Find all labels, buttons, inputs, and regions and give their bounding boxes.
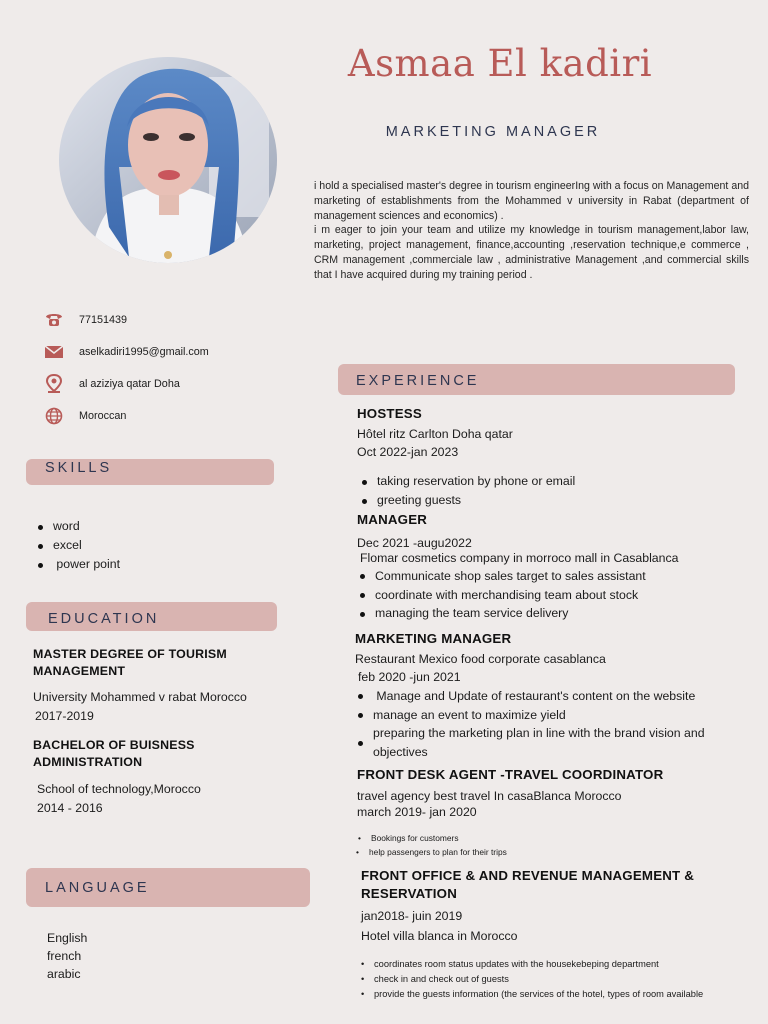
skill-item: power point xyxy=(33,555,120,574)
job-dates: feb 2020 -jun 2021 xyxy=(358,670,461,684)
task-text: Bookings for customers xyxy=(371,833,459,843)
contact-phone xyxy=(43,310,303,330)
skill-item: excel xyxy=(33,536,120,555)
education-school: School of technology,Morocco xyxy=(37,782,201,796)
skills-heading-bar xyxy=(26,459,274,485)
address: al aziziya qatar Doha xyxy=(79,378,180,390)
profile-summary xyxy=(314,179,749,283)
job-tasks xyxy=(356,832,507,859)
task-item: manage an event to maximize yield xyxy=(353,706,748,725)
task-item: • help passengers to plan for their trips xyxy=(356,846,507,857)
task-text: coordinates room status updates with the housekebeping department xyxy=(374,959,659,969)
task-item: • provide the guests information (the services of the hotel, types of room available xyxy=(361,989,704,999)
summary-paragraph: i hold a specialised master's degree in tourism engineerIng with a focus on Management and marketing of establishments from the Mohammed v university in Rabat (department of management sciences and economics) . xyxy=(314,180,749,222)
job-title: MANAGER xyxy=(357,512,428,527)
job-dates: Dec 2021 -augu2022 xyxy=(357,536,472,550)
phone-number: 77151439 xyxy=(79,314,128,326)
job-company: Restaurant Mexico food corporate casablanca xyxy=(355,652,606,666)
language-heading: LANGUAGE xyxy=(45,879,150,896)
job-company: travel agency best travel In casaBlanca Morocco xyxy=(357,789,622,803)
language-item: arabic xyxy=(47,967,81,981)
phone-icon xyxy=(43,310,65,330)
contact-address xyxy=(43,374,303,394)
job-company: Hôtel ritz Carlton Doha qatar xyxy=(357,427,513,441)
skill-item: word xyxy=(33,517,120,536)
task-item: preparing the marketing plan in line with the brand vision and objectives xyxy=(353,724,748,761)
email-address: aselkadiri1995@gmail.com xyxy=(79,346,209,358)
task-item: • check in and check out of guests xyxy=(361,974,509,984)
education-heading-bar xyxy=(26,602,277,631)
profile-photo-image xyxy=(59,57,277,263)
job-tasks xyxy=(353,687,748,761)
job-dates: march 2019- jan 2020 xyxy=(357,805,477,819)
education-years: 2014 - 2016 xyxy=(37,801,103,815)
job-dates: jan2018- juin 2019 xyxy=(361,909,463,923)
education-degree: MASTER DEGREE OF TOURISM MANAGEMENT xyxy=(33,647,227,678)
summary-paragraph: i m eager to join your team and utilize my knowledge in tourism management,labor law, marketing, project management, finance,accounting ,reservation technique,e commerce , CRM management ,commerciale law , administrative Management ,and commercial skills that I have acquired during my training period . xyxy=(314,224,749,281)
education-heading: EDUCATION xyxy=(48,610,160,627)
job-dates: Oct 2022-jan 2023 xyxy=(357,445,459,459)
education-school: University Mohammed v rabat Morocco xyxy=(33,690,247,704)
language-heading-bar xyxy=(26,868,310,907)
education-years: 2017-2019 xyxy=(35,709,94,723)
task-text: check in and check out of guests xyxy=(374,974,509,984)
task-item: coordinate with merchandising team about stock xyxy=(355,586,646,605)
skills-heading: SKILLS xyxy=(45,460,113,476)
task-item: • Bookings for customers xyxy=(358,833,459,843)
task-item: Communicate shop sales target to sales assistant xyxy=(355,567,646,586)
task-item: greeting guests xyxy=(357,491,575,510)
job-title: MARKETING MANAGER xyxy=(385,124,601,140)
language-item: English xyxy=(47,931,88,945)
task-text: help passengers to plan for their trips xyxy=(369,846,507,857)
contact-nationality xyxy=(43,406,303,426)
job-title: MARKETING MANAGER xyxy=(355,631,512,646)
experience-heading: EXPERIENCE xyxy=(356,373,480,389)
job-company: Flomar cosmetics company in morroco mall in Casablanca xyxy=(360,551,679,565)
job-tasks xyxy=(355,567,646,623)
experience-heading-bar xyxy=(338,364,735,395)
profile-photo xyxy=(59,57,277,263)
location-pin-icon xyxy=(43,374,65,394)
language-item: french xyxy=(47,949,82,963)
candidate-name: Asmaa El kadiri xyxy=(347,42,653,85)
task-text: provide the guests information (the services of the hotel, types of room available xyxy=(374,989,704,999)
task-item: taking reservation by phone or email xyxy=(357,472,575,491)
envelope-icon xyxy=(43,342,65,362)
skills-list xyxy=(33,517,120,574)
job-tasks xyxy=(360,957,743,1002)
task-item: managing the team service delivery xyxy=(355,604,646,623)
job-title: FRONT OFFICE & AND REVENUE MANAGEMENT & RESERVATION xyxy=(361,868,695,901)
globe-icon xyxy=(43,406,65,426)
contact-email xyxy=(43,342,303,362)
education-degree: BACHELOR OF BUISNESS ADMINISTRATION xyxy=(33,738,195,769)
job-company: Hotel villa blanca in Morocco xyxy=(361,929,518,943)
job-tasks xyxy=(357,472,575,510)
job-title: FRONT DESK AGENT -TRAVEL COORDINATOR xyxy=(357,767,664,782)
language-list xyxy=(47,929,87,983)
job-title: HOSTESS xyxy=(357,406,422,421)
task-item: • coordinates room status updates with the housekebeping department xyxy=(361,959,659,969)
nationality: Moroccan xyxy=(79,410,127,422)
task-item: Manage and Update of restaurant's content on the website xyxy=(353,687,748,706)
